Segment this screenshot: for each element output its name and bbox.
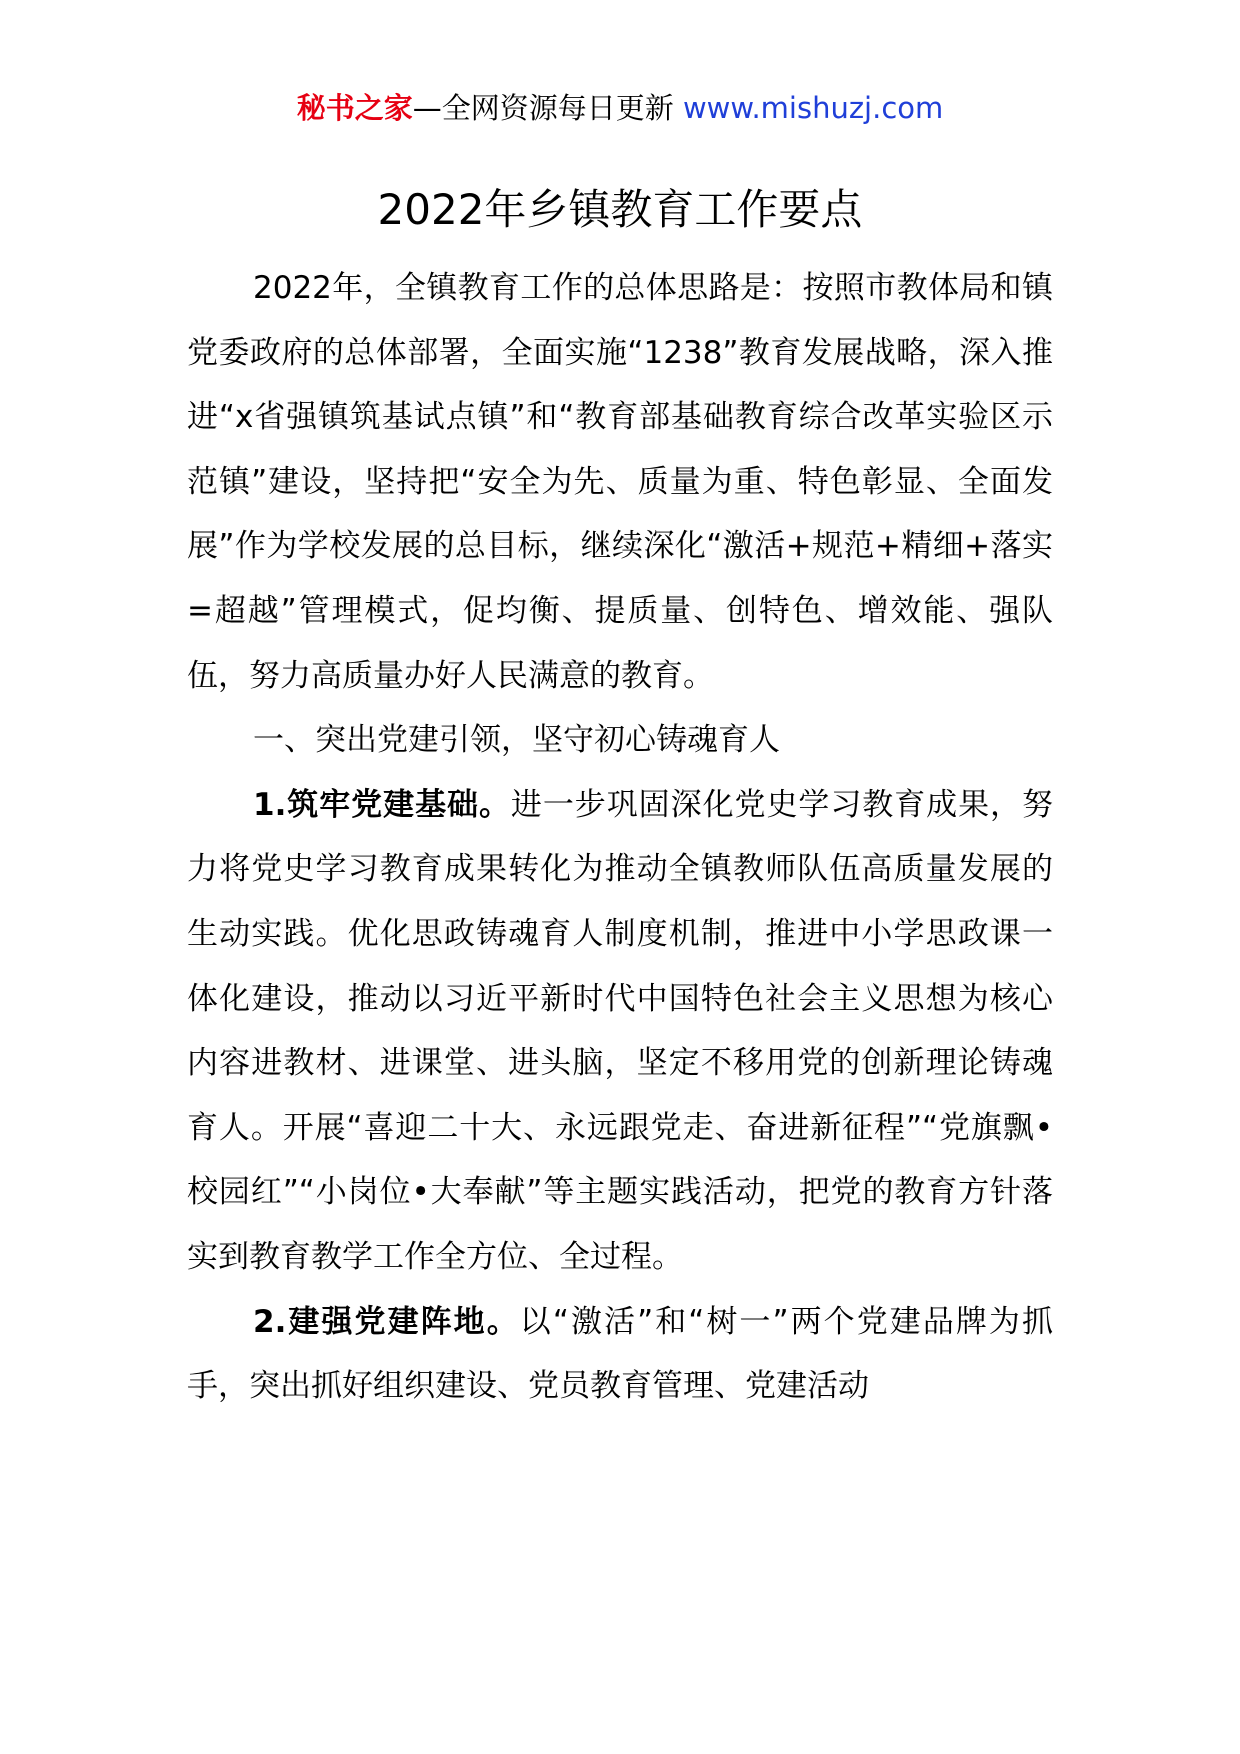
point-paragraph-2 [187,1290,1053,1419]
document-body [187,256,1053,1419]
site-url-link[interactable]: www.mishuzj.com [682,91,944,125]
document-title: 2022年乡镇教育工作要点 [377,185,863,234]
header-tagline: —全网资源每日更新 [412,91,683,125]
intro-paragraph: 2022年，全镇教育工作的总体思路是：按照市教体局和镇党委政府的总体部署，全面实施“1238”教育发展战略，深入推进“x省强镇筑基试点镇”和“教育部基础教育综合改革实验区示范镇”建设，坚持把“安全为先、质量为重、特色彰显、全面发展”作为学校发展的总目标，继续深化“激活+规范+精细+落实=超越”管理模式，促均衡、提质量、创特色、增效能、强队伍，努力高质量办好人民满意的教育。 [187,270,1053,694]
point-text-2: 以“激活”和“树一”两个党建品牌为抓手，突出抓好组织建设、党员教育管理、党建活动 [187,1303,1053,1405]
brand-name: 秘书之家 [296,91,413,125]
point-text-1: 进一步巩固深化党史学习教育成果，努力将党史学习教育成果转化为推动全镇教师队伍高质量发展的生动实践。优化思政铸魂育人制度机制，推进中小学思政课一体化建设，推动以习近平新时代中国特色社会主义思想为核心内容进教材、进课堂、进头脑，坚定不移用党的创新理论铸魂育人。开展“喜迎二十大、永远跟党走、奋进新征程”“党旗飘•校园红”“小岗位•大奉献”等主题实践活动，把党的教育方针落实到教育教学工作全方位、全过程。 [187,786,1053,1275]
section-heading: 一、突出党建引领，坚守初心铸魂育人 [253,722,780,759]
site-header [0,88,1240,128]
point-title-2: 2.建强党建阵地。 [253,1303,520,1340]
point-paragraph-1 [187,773,1053,1290]
point-title-1: 1.筑牢党建基础。 [253,786,511,823]
